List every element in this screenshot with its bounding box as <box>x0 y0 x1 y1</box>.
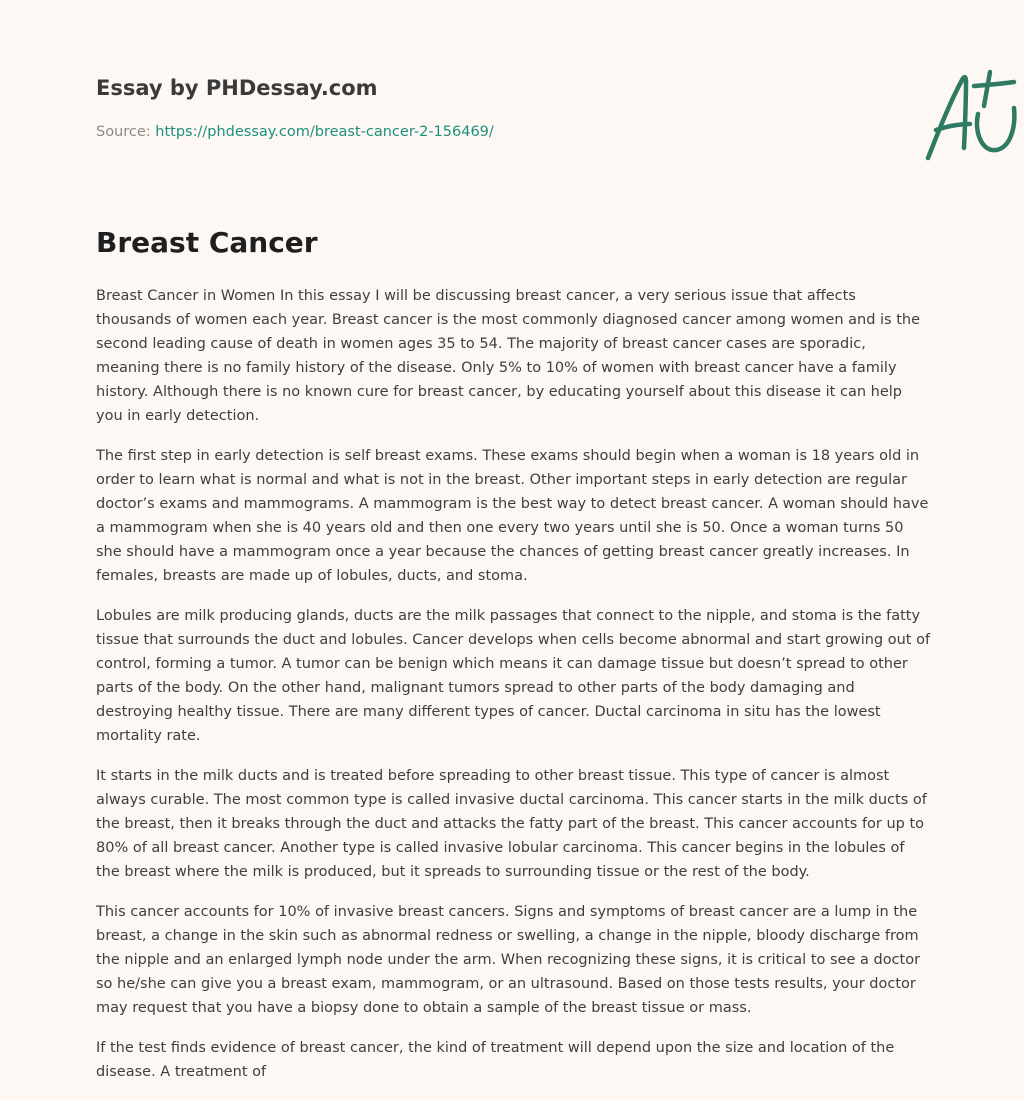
site-title: Essay by PHDessay.com <box>96 76 378 100</box>
essay-paragraph: This cancer accounts for 10% of invasive breast cancers. Signs and symptoms of breast cancer are a lump in the breast, a change in the skin such as abnormal redness or swelling, a change in the nipple, bloody discharge from the nipple and an enlarged lymph node under the arm. When recognizing these signs, it is critical to see a doctor so he/she can give you a breast exam, mammogram, or an ultrasound. Based on those tests results, your doctor may request that you have a biopsy done to obtain a sample of the breast tissue or mass. <box>96 904 921 1016</box>
essay-body <box>96 284 932 1100</box>
essay-paragraph: The first step in early detection is self breast exams. These exams should begin when a woman is 18 years old in order to learn what is normal and what is not in the breast. Other important steps in early detection are regular doctor’s exams and mammograms. A mammogram is the best way to detect breast cancer. A woman should have a mammogram when she is 40 years old and then one every two years until she is 50. Once a woman turns 50 she should have a mammogram once a year because the chances of getting breast cancer greatly increases. In females, breasts are made up of lobules, ducts, and stoma. <box>96 448 929 584</box>
essay-paragraph: If the test finds evidence of breast cancer, the kind of treatment will depend upon the size and location of the disease. A treatment of <box>96 1040 895 1080</box>
essay-paragraph: Lobules are milk producing glands, ducts are the milk passages that connect to the nipple, and stoma is the fatty tissue that surrounds the duct and lobules. Cancer develops when cells become abnormal and start growing out of control, forming a tumor. A tumor can be benign which means it can damage tissue but doesn’t spread to other parts of the body. On the other hand, malignant tumors spread to other parts of the body damaging and destroying healthy tissue. There are many different types of cancer. Ductal carcinoma in situ has the lowest mortality rate. <box>96 608 931 744</box>
source-label: Source: <box>96 124 156 140</box>
source-link[interactable]: https://phdessay.com/breast-cancer-2-156469/ <box>155 124 494 140</box>
a-plus-logo-icon <box>922 68 1022 164</box>
essay-paragraph: It starts in the milk ducts and is treated before spreading to other breast tissue. This type of cancer is almost always curable. The most common type is called invasive ductal carcinoma. This cancer starts in the milk ducts of the breast, then it breaks through the duct and attacks the fatty part of the breast. This cancer accounts for up to 80% of all breast cancer. Another type is called invasive lobular carcinoma. This cancer begins in the lobules of the breast where the milk is produced, but it spreads to surrounding tissue or the rest of the body. <box>96 768 927 880</box>
essay-paragraph: Breast Cancer in Women In this essay I will be discussing breast cancer, a very serious issue that affects thousands of women each year. Breast cancer is the most commonly diagnosed cancer among women and is the second leading cause of death in women ages 35 to 54. The majority of breast cancer cases are sporadic, meaning there is no family history of the disease. Only 5% to 10% of women with breast cancer have a family history. Although there is no known cure for breast cancer, by educating yourself about this disease it can help you in early detection. <box>96 288 921 424</box>
source-line <box>96 124 494 140</box>
essay-title: Breast Cancer <box>96 226 318 259</box>
